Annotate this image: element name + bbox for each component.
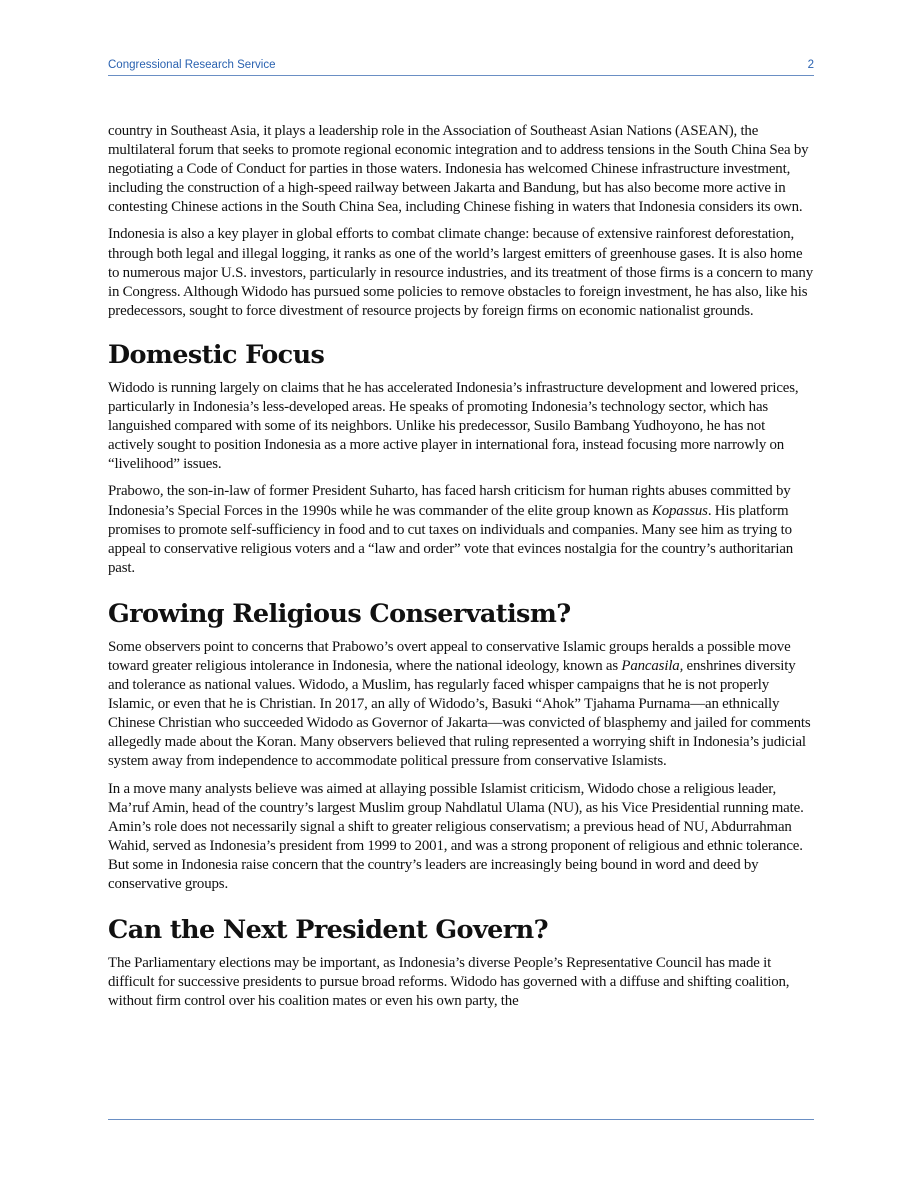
heading-religious-conservatism: Growing Religious Conservatism? — [108, 598, 571, 629]
paragraph-text: Some observers point to concerns that Prabowo’s overt appeal to conservative Islamic groups heralds a possible move toward greater religious intolerance in Indonesia, where the national ideology, known as — [108, 638, 791, 674]
paragraph-prabowo-platform — [108, 482, 814, 577]
paragraph-widodo-platform: Widodo is running largely on claims that he has accelerated Indonesia’s infrastructure development and lowered prices, particularly in Indonesia’s less-developed areas. He speaks of promoting Indonesia’s technology sector, which has languished compared with some of its neighbors. Unlike his predecessor, Susilo Bambang Yudhoyono, he has not actively sought to position Indonesia as a more active player in international fora, instead focusing more narrowly on “livelihood” issues. — [108, 379, 799, 473]
paragraph-text: enshrines diversity and tolerance as national values. Widodo, a Muslim, has regularly faced whisper campaigns that he is not properly Islamic, or even that he is Christian. In 2017, an ally of Widodo’s, Basuki “Ahok” Tjahama Purnama—an ethnically Chinese Christian who succeeded Widodo as Governor of Jakarta—was convicted of blasphemy and jailed for comments allegedly made about the Koran. Many observers believed that ruling represented a worrying shift in Indonesia’s judicial system away from independence to accommodate political pressure from conservative Islamists. — [108, 657, 811, 770]
italic-term-pancasila: Pancasila, — [621, 657, 684, 674]
document-body — [108, 122, 814, 1019]
header-organization: Congressional Research Service — [108, 59, 276, 71]
paragraph-parliamentary-elections: The Parliamentary elections may be important, as Indonesia’s diverse People’s Representative Council has made it difficult for successive presidents to pursue broad reforms. Widodo has governed with a diffuse and shifting coalition, without firm control over his coalition mates or even his own party, the — [108, 955, 790, 1010]
heading-next-president: Can the Next President Govern? — [108, 915, 548, 946]
paragraph-asean-role: country in Southeast Asia, it plays a leadership role in the Association of Southeast Asian Nations (ASEAN), the multilateral forum that seeks to promote regional economic integration and to address tensions in the South China Sea by negotiating a Code of Conduct for parties in those waters. Indonesia has welcomed Chinese infrastructure investment, including the construction of a high-speed railway between Jakarta and Bandung, but has also become more active in contesting Chinese actions in the South China Sea, including Chinese fishing in waters that Indonesia considers its own. — [108, 123, 809, 216]
page-number: 2 — [807, 59, 814, 71]
paragraph-climate-investment: Indonesia is also a key player in global efforts to combat climate change: because of extensive rainforest deforestation, through both legal and illegal logging, it ranks as one of the world’s largest emitters of greenhouse gases. It is also home to numerous major U.S. investors, particularly in resource industries, and its treatment of those firms is a concern to many in Congress. Although Widodo has pursued some policies to remove obstacles to foreign investment, he has also, like his predecessors, sought to force divestment of resource projects by foreign firms on economic nationalist grounds. — [108, 226, 814, 319]
footer-divider — [108, 1119, 814, 1120]
page-header — [108, 58, 814, 76]
paragraph-religious-intolerance — [108, 638, 814, 772]
paragraph-text: . His platform promises to promote self-sufficiency in food and to cut taxes on individuals and companies. Many see him as trying to appeal to conservative religious voters and a “law and order” vote that evinces nostalgia for the country’s authoritarian past. — [108, 502, 794, 576]
italic-term-kopassus: Kopassus — [651, 502, 708, 519]
heading-domestic-focus: Domestic Focus — [108, 339, 325, 370]
paragraph-text: Prabowo, the son-in-law of former President Suharto, has faced harsh criticism for human rights abuses committed by Indonesia’s Special Forces in the 1990s while he was commander of the elite group known as — [108, 483, 791, 519]
paragraph-running-mate: In a move many analysts believe was aimed at allaying possible Islamist criticism, Widodo chose a religious leader, Ma’ruf Amin, head of the country’s largest Muslim group Nahdlatul Ulama (NU), as his Vice Presidential running mate. Amin’s role does not necessarily signal a shift to greater religious conservatism; a previous head of NU, Abdurrahman Wahid, served as Indonesia’s president from 1999 to 2001, and was a strong proponent of religious and ethnic tolerance. But some in Indonesia raise concern that the country’s leaders are increasingly being bound in word and deed by conservative groups. — [108, 780, 804, 892]
